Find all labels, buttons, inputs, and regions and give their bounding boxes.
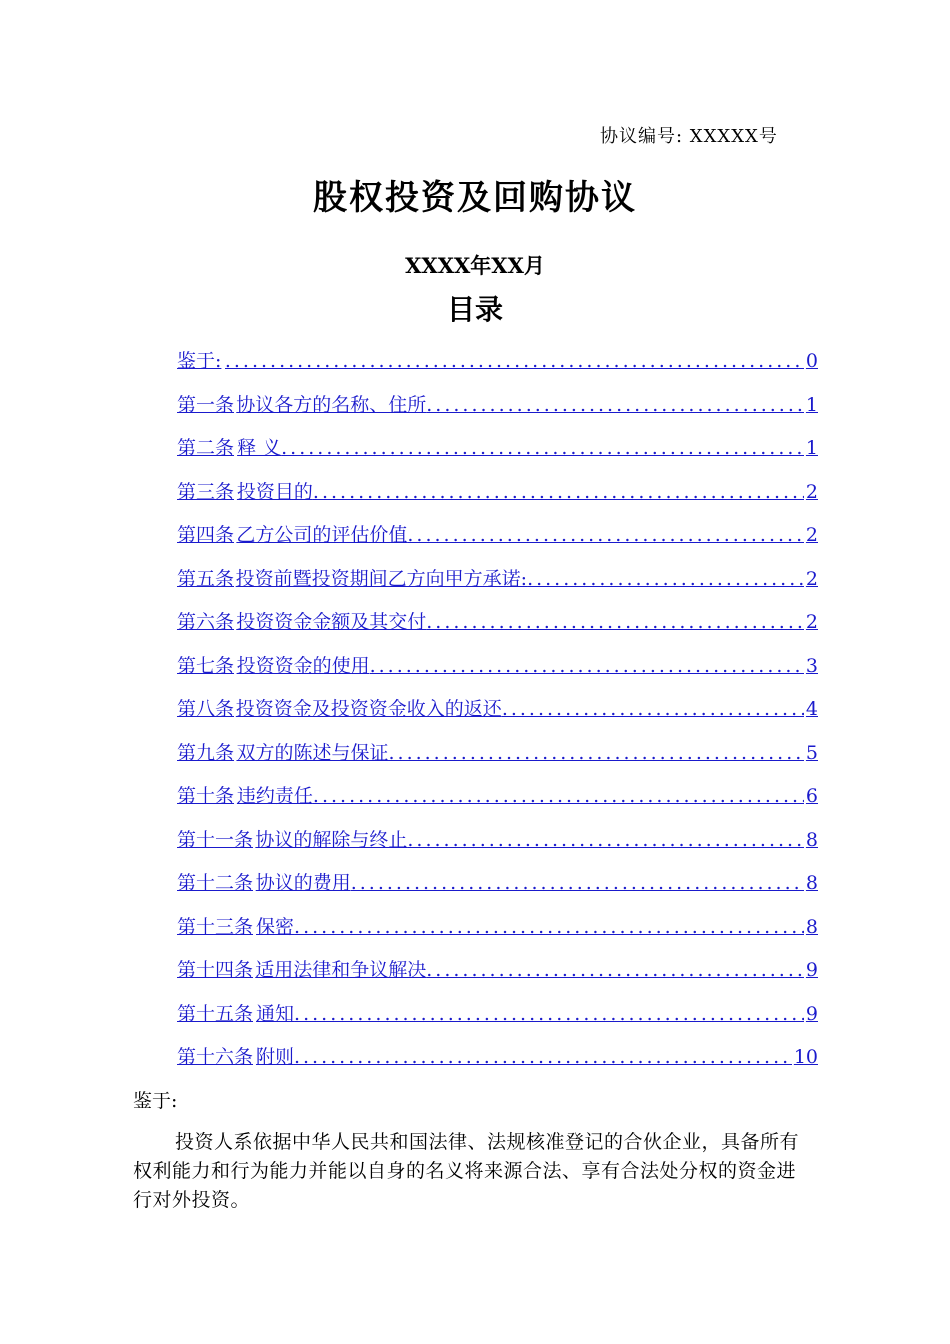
- toc-item-label: 投资资金的使用: [236, 654, 370, 677]
- toc-item-article-5[interactable]: [177, 564, 818, 608]
- toc-item-label: 适用法律和争议解决: [255, 959, 427, 981]
- toc-leader-dots: [407, 524, 804, 546]
- toc-item-page: 8: [805, 915, 818, 938]
- toc-item-page: 1: [805, 393, 818, 416]
- whereas-paragraph: 投资人系依据中华人民共和国法律、法规核准登记的合伙企业，具备所有权利能力和行为能力并能以自身的名义将来源合法、享有合法处分权的资金进行对外投资。: [133, 1131, 800, 1211]
- toc-item-article-14[interactable]: [177, 955, 818, 999]
- agreement-number: 协议编号: XXXXX号: [600, 126, 778, 147]
- toc-item-label: 违约责任: [236, 785, 313, 807]
- toc-item-number: 第二条: [177, 437, 235, 459]
- toc-item-number: 第十一条: [177, 828, 254, 851]
- toc-item-article-9[interactable]: [177, 738, 818, 782]
- table-of-contents: [177, 346, 818, 1086]
- toc-item-label: 投资资金金额及其交付: [236, 611, 427, 633]
- document-title: 股权投资及回购协议: [313, 178, 637, 218]
- toc-leader-dots: [388, 742, 803, 764]
- toc-item-article-8[interactable]: [177, 694, 818, 738]
- document-date: XXXX年XX月: [405, 253, 545, 278]
- toc-item-whereas[interactable]: [177, 346, 818, 390]
- toc-item-label: 投资前暨投资期间乙方向甲方承诺:: [235, 567, 528, 590]
- toc-leader-dots: [281, 437, 804, 459]
- toc-item-page: 1: [805, 437, 818, 459]
- toc-item-number: 第八条: [177, 698, 235, 720]
- toc-leader-dots: [294, 1003, 804, 1025]
- toc-item-label: 投资目的: [236, 480, 313, 503]
- toc-item-number: 第十三条: [177, 915, 254, 938]
- toc-item-article-10[interactable]: [177, 781, 818, 825]
- toc-item-number: 第三条: [177, 480, 235, 503]
- toc-item-number: 第七条: [177, 654, 235, 677]
- toc-item-article-7[interactable]: [177, 651, 818, 695]
- toc-item-label: 释 义: [237, 437, 282, 459]
- toc-item-number: 第九条: [177, 741, 235, 764]
- toc-item-page: 2: [805, 611, 818, 633]
- toc-item-page: 3: [805, 654, 818, 677]
- toc-item-article-13[interactable]: [177, 912, 818, 956]
- toc-item-label: 附则: [255, 1046, 294, 1068]
- toc-item-page: 2: [805, 524, 818, 546]
- toc-item-page: 5: [805, 741, 818, 764]
- toc-item-number: 第五条: [177, 567, 235, 590]
- toc-item-label: 投资资金及投资资金收入的返还: [235, 698, 502, 720]
- toc-item-number: 第十条: [177, 785, 235, 807]
- toc-item-label: 协议的费用: [255, 872, 351, 894]
- toc-item-number: 第十四条: [177, 959, 254, 981]
- toc-item-label: 保密: [256, 915, 295, 938]
- toc-leader-dots: [502, 698, 804, 720]
- toc-item-page: 8: [805, 872, 818, 894]
- toc-leader-dots: [426, 394, 804, 416]
- toc-leader-dots: [370, 655, 804, 677]
- toc-leader-dots: [426, 611, 804, 633]
- toc-leader-dots: [294, 1046, 792, 1068]
- toc-leader-dots: [426, 959, 804, 981]
- toc-item-article-4[interactable]: [177, 520, 818, 564]
- whereas-heading: 鉴于:: [133, 1090, 178, 1112]
- toc-item-number: 第六条: [177, 611, 235, 633]
- toc-item-article-3[interactable]: [177, 477, 818, 521]
- toc-leader-dots: [313, 785, 804, 807]
- toc-item-number: 第十五条: [177, 1002, 254, 1025]
- toc-item-article-11[interactable]: [177, 825, 818, 869]
- toc-leader-dots: [407, 829, 804, 851]
- toc-item-page: 9: [805, 1002, 818, 1025]
- toc-item-article-1[interactable]: [177, 390, 818, 434]
- toc-heading: 目录: [446, 293, 503, 326]
- toc-item-number: 第十二条: [177, 872, 254, 894]
- toc-item-page: 0: [805, 350, 818, 372]
- toc-item-number: 第四条: [177, 524, 235, 546]
- toc-item-page: 9: [805, 959, 818, 981]
- toc-item-page: 8: [805, 828, 818, 851]
- toc-item-label: 通知: [256, 1002, 295, 1025]
- toc-item-label: 双方的陈述与保证: [236, 741, 389, 764]
- toc-item-article-12[interactable]: [177, 868, 818, 912]
- toc-item-page: 4: [805, 698, 818, 720]
- toc-item-label: 协议的解除与终止: [255, 828, 408, 851]
- toc-item-number: 第一条: [177, 393, 235, 416]
- toc-leader-dots: [225, 350, 804, 372]
- toc-item-number: 第十六条: [177, 1046, 254, 1068]
- toc-leader-dots: [527, 568, 804, 590]
- toc-item-article-2[interactable]: [177, 433, 818, 477]
- toc-item-label: 协议各方的名称、住所: [236, 393, 427, 416]
- toc-item-article-15[interactable]: [177, 999, 818, 1043]
- toc-item-page: 6: [805, 785, 818, 807]
- toc-item-page: 2: [805, 567, 818, 590]
- toc-item-label: 乙方公司的评估价值: [236, 524, 408, 546]
- toc-leader-dots: [351, 872, 804, 894]
- toc-item-number: 鉴于:: [177, 350, 222, 372]
- toc-item-article-6[interactable]: [177, 607, 818, 651]
- toc-leader-dots: [294, 916, 804, 938]
- toc-item-page: 10: [793, 1046, 818, 1068]
- toc-item-page: 2: [805, 480, 818, 503]
- toc-item-article-16[interactable]: [177, 1042, 818, 1086]
- toc-leader-dots: [313, 481, 804, 503]
